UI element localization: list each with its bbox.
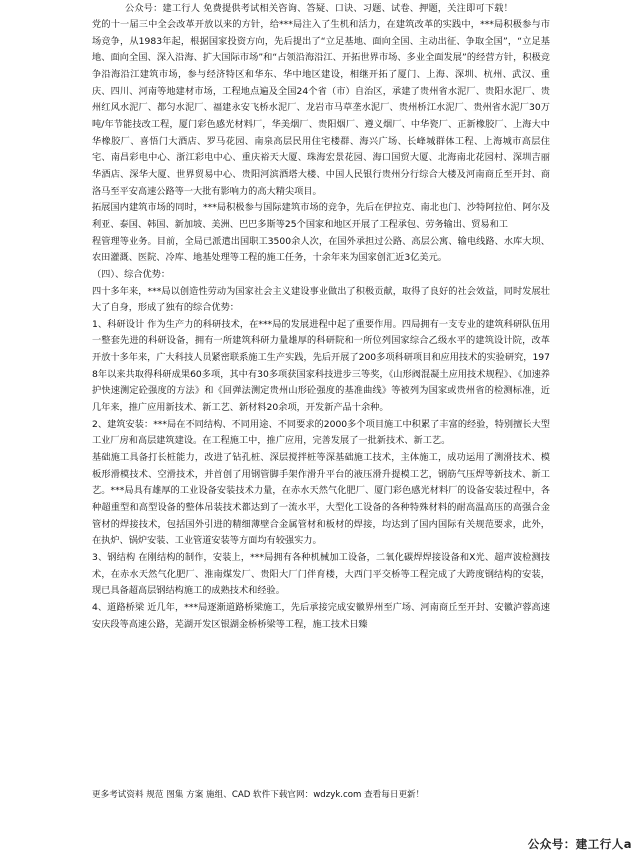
paragraph-foundation-techniques: 基础施工具备打长桩能力，改进了钻孔桩、深层搅拌桩等深基础施工技术，主体施工，成功运用了测滑技术、模板形滑模技术、空滑技术，并首创了用钢管脚手架作滑升平台的液压滑升提模工艺，钢筋气压焊等新技术、新工艺。***局具有雄厚的工业设备安装技术力量，在赤水天然气化肥厂、厦门彩色感光材料厂的设备安装过程中，各种超重型和高型设备的整体吊装技术都达到了一流水平，大型化工设备的各种特殊材料的耐高温高压的高强合金管材的焊接技术，包括国外引进的精细薄壁合金属管材和板材的焊接，均达到了国内国际有关规范要求，此外，在执炉、锅炉安装、工业管道安装等方面均有较强实力。 — [92, 452, 550, 547]
paragraph-overseas-projects: 程管理等业务。目前，全局已派遣出国职工3500余人次，在国外承担过公路、高层公寓、输电线路、水库大坝、农田灌溉、医院、冷库、地基处理等工程的施工任务，十余年来为国家创汇近3亿美元。 — [92, 235, 550, 264]
footer-download-note: 更多考试资料 规范 图集 方案 施组、CAD 软件下载官网：wdzyk.com 查看每日更新！ — [92, 790, 425, 800]
document-body — [92, 17, 550, 633]
section-heading-advantages: （四）、综合优势： — [92, 268, 171, 280]
paragraph-roads-bridges: 4、道路桥梁 近几年，***局逐渐道路桥梁施工，先后承接完成安徽界州至广场、河南商丘至开封、安徽泸蓉高速安庆段等高速公路，芜湖开发区银湖金桥桥梁等工程，施工技术日臻 — [92, 601, 550, 630]
wechat-watermark: 公众号：建工行人a — [527, 837, 632, 851]
page-header-notice: 公众号：建工行人 免费提供考试相关咨询、答疑、口诀、习题、试卷、押题，关注即可下载！ — [124, 3, 513, 14]
paragraph-reform-history: 党的十一届三中全会改革开放以来的方针，给***局注入了生机和活力，在建筑改革的实践中，***局积极参与市场竞争，从1983年起，根据国家投资方向，先后提出了“立足基地、面向全国、主动出征、争取全国”，“立足基地、面向全国、深入沿海、扩大国际市场”和“占领沿海沿江、开拓世界市场、多业全面发展”的经营方针，积极竞争沿海沿江建筑市场，参与经济特区和华东、华中地区建设，相继开拓了厦门、上海、深圳、杭州、武汉、重庆、四川、河南等地建材市场，工程地点遍及全国24个省（市）自治区，承建了贵州省水泥厂、贵阳水泥厂、贵州红风水泥厂、都匀水泥厂、福建永安飞桥水泥厂、龙岩市马草垄水泥厂、贵州桥江水泥厂、贵州省水泥厂30万吨/年节能技改工程，厦门彩色感光材料厂，华美烟厂、贵阳烟厂、遵义烟厂、中华瓷厂、正新橡胶厂、上海大中华橡胶厂、喜悟门大酒店、罗马花园、南泉高层民用住宅楼群、海兴广场、长峰城群体工程、上海城市高层住宅、南昌彩电中心、浙江彩电中心、重庆裕天大厦、珠海宏景花园、海口国贸大厦、北海南北花园村、深圳吉丽华酒店、深华大厦、世界贸易中心、贵阳河滨酒塔大楼、中国人民银行贵州分行综合大楼及河南商丘至开封、商洛马至平安高速公路等一大批有影响力的高大精尖项目。 — [92, 19, 550, 197]
paragraph-research-design: 1、科研设计 作为生产力的科研技术，在***局的发展进程中起了重要作用。四局拥有一支专业的建筑科研队伍用一整套先进的科研设备，拥有一所建筑科研力量雄厚的科研院和一所位列国家综合乙级水平的建筑设计院，改革开放十多年来，广大科技人员紧密联系施工生产实践，先后开展了200多项科研项目和应用技术的实验研究，1978年以来共取得科研成果60多项，其中有30多项获国家科技进步三等奖，《山形阀混凝土应用技术规程》、《加速养护快速测定砼强度的方法》和《回弹法测定贵州山形砼强度的基准曲线》等被列为国家或贵州省的检测标准，近几年来，推广应用新技术、新工艺、新材料20余项，开发新产品十余种。 — [92, 318, 550, 414]
paragraph-advantages-intro: 四十多年来，***局以创造性劳动为国家社会主义建设事业做出了积极贡献，取得了良好的社会效益，同时发展壮大了自身，形成了独有的综合优势： — [92, 285, 550, 314]
paragraph-steel-structure: 3、钢结构 在刚结构的制作，安装上，***局拥有各种机械加工设备，二氧化碳焊焊接设备和X光、超声波检测技术，在赤水天然气化肥厂、淮南煤发厂、贵阳大厂门伴育楼，大西门平交桥等工程完成了大跨度钢结构的安装，现已具备超高层钢结构施工的成熟技术和经验。 — [92, 552, 550, 597]
paragraph-international-market: 拓展国内建筑市场的同时，***局积极参与国际建筑市场的竞争，先后在伊拉克、南北也门、沙特阿拉伯、阿尔及利亚、泰国、韩国、新加坡、美洲、巴巴多斯等25个国家和地区开展了工程承包、劳务输出、贸易和工 — [92, 202, 550, 230]
paragraph-construction-install: 2、建筑安装：***局在不同结构、不同用途、不同要求的2000多个项目施工中积累了丰富的经验，特别擅长大型工业厂房和高层建筑建设。在工程施工中，推广应用，完善发展了一批新技术、新工艺。 — [92, 418, 550, 447]
